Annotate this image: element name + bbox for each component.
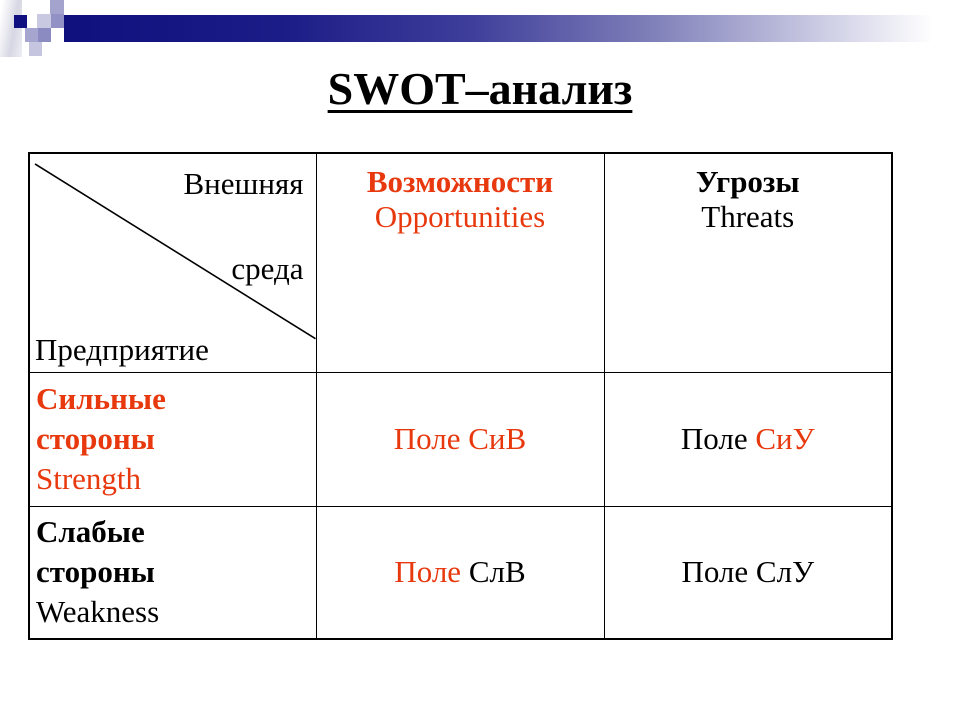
opportunities-header-cell	[316, 153, 604, 372]
strengths-row	[29, 372, 892, 506]
enterprise-label: Предприятие	[35, 331, 209, 367]
slide-title: SWOT–анализ	[327, 63, 633, 114]
field-cell-slv	[316, 506, 604, 639]
strengths-line2: стороны	[36, 421, 155, 456]
threats-subtitle: Threats	[701, 199, 795, 234]
weaknesses-header-cell	[29, 506, 316, 639]
decor-square	[37, 14, 51, 28]
weaknesses-line2: стороны	[36, 554, 155, 590]
field-code: СиВ	[468, 421, 527, 456]
decor-square	[50, 0, 64, 14]
opportunities-title: Возможности	[366, 164, 554, 199]
field-code: СлУ	[755, 554, 815, 590]
decor-square	[38, 28, 51, 42]
field-prefix: Поле	[681, 554, 749, 590]
opportunities-subtitle: Opportunities	[374, 199, 546, 234]
strengths-subtitle: Strength	[36, 461, 142, 496]
field-code: СиУ	[755, 421, 815, 456]
field-prefix: Поле	[680, 421, 748, 456]
decor-square	[29, 42, 42, 56]
strengths-header-cell	[29, 372, 316, 506]
external-env-label-top: Внешняя	[183, 166, 304, 201]
field-code: СлВ	[468, 554, 526, 590]
field-cell-siu	[604, 372, 892, 506]
strengths-line1: Сильные	[36, 381, 166, 416]
threats-title: Угрозы	[695, 164, 800, 199]
field-cell-siv	[316, 372, 604, 506]
field-prefix: Поле	[393, 421, 461, 456]
corner-cell	[29, 153, 316, 372]
swot-table	[28, 152, 893, 640]
field-cell-slu	[604, 506, 892, 639]
weaknesses-row	[29, 506, 892, 639]
header-row	[29, 153, 892, 372]
top-gradient-bar	[64, 15, 960, 42]
external-env-label-bottom: среда	[231, 251, 304, 286]
corner-strip-decoration	[0, 0, 22, 57]
threats-header-cell	[604, 153, 892, 372]
decor-square	[14, 15, 27, 28]
weaknesses-subtitle: Weakness	[36, 594, 160, 630]
weaknesses-line1: Слабые	[36, 514, 145, 550]
decor-square	[25, 28, 38, 42]
decor-square	[51, 14, 64, 28]
field-prefix: Поле	[394, 554, 462, 590]
